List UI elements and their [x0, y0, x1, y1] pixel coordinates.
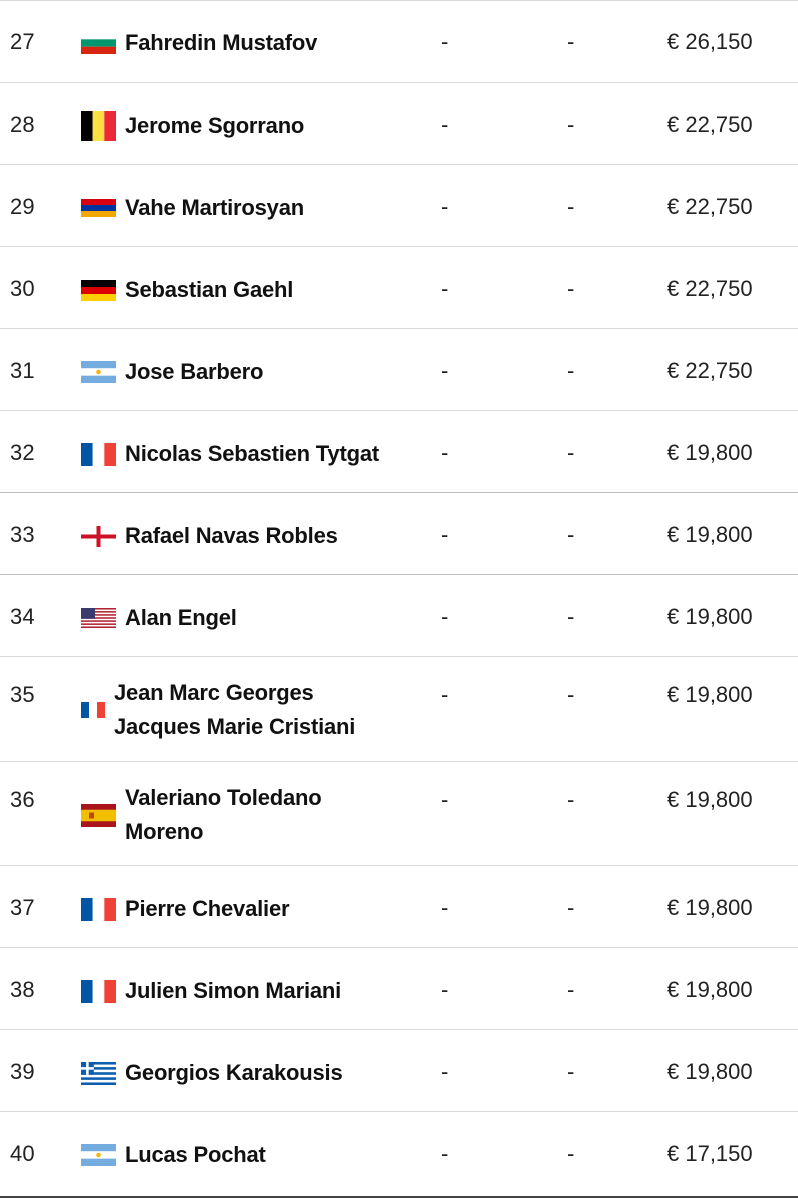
argentina-flag-icon — [81, 1144, 116, 1166]
rank-cell: 30 — [10, 276, 35, 301]
rank-cell: 29 — [10, 194, 35, 219]
player-cell — [81, 1053, 343, 1093]
col1-value: - — [441, 29, 449, 54]
player-name[interactable]: Nicolas Sebastien Tytgat — [125, 441, 379, 466]
france-flag-icon — [81, 443, 116, 466]
rank-cell: 31 — [10, 358, 35, 383]
player-cell — [81, 971, 341, 1011]
col2-value: - — [567, 194, 575, 219]
player-name[interactable] — [114, 676, 355, 744]
table-row — [0, 329, 798, 411]
prize-value: € 19,800 — [667, 1059, 753, 1084]
rank-cell: 35 — [10, 682, 35, 707]
col2-value: - — [567, 604, 575, 629]
player-cell — [81, 23, 317, 63]
france-flag-icon — [81, 980, 116, 1003]
greece-flag-icon — [81, 1062, 116, 1085]
col1-value: - — [441, 1059, 449, 1084]
rank-cell: 38 — [10, 977, 35, 1002]
player-cell — [81, 676, 355, 744]
player-cell — [81, 516, 338, 556]
rank-cell: 27 — [10, 29, 35, 54]
player-cell — [81, 188, 304, 228]
col2-value: - — [567, 1059, 575, 1084]
prize-value: € 22,750 — [667, 276, 753, 301]
col2-value: - — [567, 977, 575, 1002]
table-row — [0, 83, 798, 165]
prize-value: € 19,800 — [667, 682, 753, 707]
col2-value: - — [567, 358, 575, 383]
col1-value: - — [441, 194, 449, 219]
player-name[interactable]: Georgios Karakousis — [125, 1060, 343, 1085]
col1-value: - — [441, 977, 449, 1002]
prize-value: € 19,800 — [667, 787, 753, 812]
germany-flag-icon — [81, 280, 116, 301]
table-row — [0, 1030, 798, 1112]
player-name-line1: Jean Marc Georges — [114, 680, 314, 705]
table-row — [0, 1112, 798, 1198]
rank-cell: 33 — [10, 522, 35, 547]
spain-flag-icon — [81, 804, 116, 827]
player-name-line2: Moreno — [125, 819, 204, 844]
rank-cell: 37 — [10, 895, 35, 920]
col1-value: - — [441, 276, 449, 301]
prize-value: € 19,800 — [667, 977, 753, 1002]
col2-value: - — [567, 1141, 575, 1166]
table-row — [0, 411, 798, 493]
col2-value: - — [567, 276, 575, 301]
player-cell — [81, 598, 237, 638]
table-row — [0, 948, 798, 1030]
rank-cell: 34 — [10, 604, 35, 629]
table-row — [0, 247, 798, 329]
col1-value: - — [441, 604, 449, 629]
player-name[interactable]: Lucas Pochat — [125, 1142, 266, 1167]
col1-value: - — [441, 1141, 449, 1166]
rank-cell: 39 — [10, 1059, 35, 1084]
table-row — [0, 657, 798, 762]
player-name-line1: Valeriano Toledano — [125, 785, 322, 810]
col2-value: - — [567, 682, 575, 707]
prize-value: € 26,150 — [667, 29, 753, 54]
col1-value: - — [441, 522, 449, 547]
table-row — [0, 866, 798, 948]
france-flag-icon — [81, 898, 116, 921]
france-flag-icon — [81, 702, 105, 718]
argentina-flag-icon — [81, 361, 116, 383]
england-flag-icon — [81, 526, 116, 547]
col2-value: - — [567, 29, 575, 54]
table-row — [0, 165, 798, 247]
col2-value: - — [567, 522, 575, 547]
prize-value: € 22,750 — [667, 112, 753, 137]
player-name[interactable]: Sebastian Gaehl — [125, 277, 294, 302]
player-cell — [81, 106, 304, 146]
player-cell — [81, 1135, 266, 1175]
prize-value: € 22,750 — [667, 194, 753, 219]
prize-value: € 19,800 — [667, 895, 753, 920]
belgium-flag-icon — [81, 111, 116, 141]
col1-value: - — [441, 358, 449, 383]
player-name-line2: Jacques Marie Cristiani — [114, 714, 356, 739]
table-row — [0, 1, 798, 83]
table-row — [0, 762, 798, 866]
prize-value: € 19,800 — [667, 522, 753, 547]
table-row — [0, 575, 798, 657]
player-cell — [81, 889, 289, 929]
player-name[interactable]: Vahe Martirosyan — [125, 195, 304, 220]
rank-cell: 36 — [10, 787, 35, 812]
player-name[interactable]: Alan Engel — [125, 605, 237, 630]
player-cell — [81, 781, 321, 849]
col1-value: - — [441, 112, 449, 137]
player-name[interactable]: Pierre Chevalier — [125, 896, 290, 921]
player-name[interactable]: Rafael Navas Robles — [125, 523, 338, 548]
player-name[interactable]: Fahredin Mustafov — [125, 30, 318, 55]
col1-value: - — [441, 895, 449, 920]
col2-value: - — [567, 112, 575, 137]
prize-value: € 19,800 — [667, 440, 753, 465]
col2-value: - — [567, 895, 575, 920]
player-cell — [81, 270, 293, 310]
player-name[interactable]: Jerome Sgorrano — [125, 113, 305, 138]
player-name[interactable]: Jose Barbero — [125, 359, 264, 384]
player-cell — [81, 434, 379, 474]
col1-value: - — [441, 682, 449, 707]
armenia-flag-icon — [81, 199, 116, 217]
table-row — [0, 493, 798, 575]
usa-flag-icon — [81, 608, 116, 628]
player-cell — [81, 352, 263, 392]
col2-value: - — [567, 787, 575, 812]
rank-cell: 28 — [10, 112, 35, 137]
prize-value: € 17,150 — [667, 1141, 753, 1166]
prize-value: € 22,750 — [667, 358, 753, 383]
col1-value: - — [441, 440, 449, 465]
col2-value: - — [567, 440, 575, 465]
col1-value: - — [441, 787, 449, 812]
bulgaria-flag-icon — [81, 32, 116, 54]
rank-cell: 40 — [10, 1141, 35, 1166]
rank-cell: 32 — [10, 440, 35, 465]
player-name[interactable]: Julien Simon Mariani — [125, 978, 342, 1003]
prize-value: € 19,800 — [667, 604, 753, 629]
player-name[interactable] — [125, 781, 321, 849]
